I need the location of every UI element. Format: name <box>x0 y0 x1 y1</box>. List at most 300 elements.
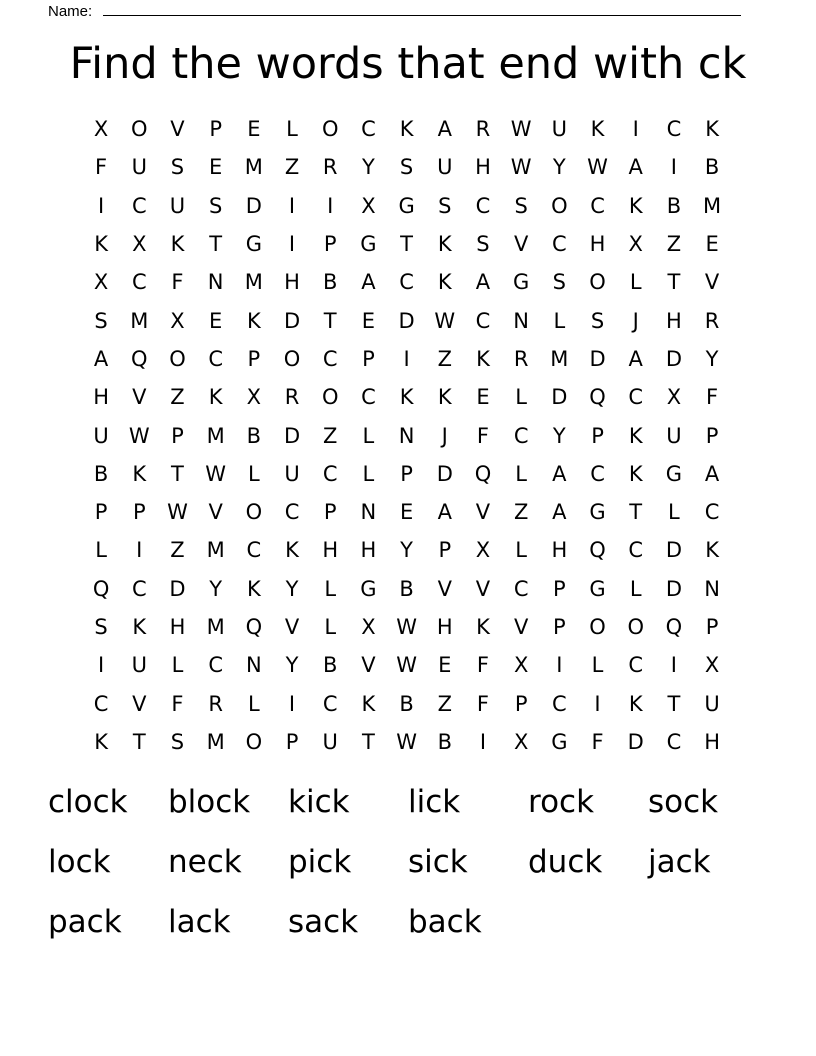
grid-letter[interactable]: I <box>97 193 105 218</box>
grid-letter[interactable]: Q <box>589 538 606 563</box>
grid-letter[interactable]: L <box>324 615 337 639</box>
grid-letter[interactable]: C <box>208 346 223 371</box>
grid-letter[interactable]: E <box>399 500 414 525</box>
grid-letter[interactable]: Y <box>361 155 375 180</box>
grid-letter[interactable]: K <box>437 385 452 410</box>
grid-letter[interactable]: I <box>136 538 143 563</box>
word-bank-item: pack <box>48 904 122 940</box>
grid-letter[interactable]: O <box>589 270 606 295</box>
grid-letter[interactable]: W <box>510 155 532 180</box>
grid-letter[interactable]: A <box>437 500 452 525</box>
grid-letter[interactable]: D <box>169 576 186 601</box>
grid-letter[interactable]: O <box>321 117 339 142</box>
grid-letter[interactable]: Z <box>513 500 529 525</box>
grid-letter[interactable]: A <box>437 117 452 142</box>
grid-letter[interactable]: V <box>513 615 529 639</box>
grid-letter[interactable]: U <box>704 691 720 716</box>
grid-letter[interactable]: B <box>399 576 414 601</box>
grid-letter[interactable]: K <box>361 691 376 716</box>
grid-letter[interactable]: Z <box>323 423 338 448</box>
grid-letter[interactable]: V <box>704 270 720 295</box>
grid-letter[interactable]: K <box>628 193 643 218</box>
grid-letter[interactable]: A <box>552 461 567 486</box>
grid-letter[interactable]: L <box>95 538 107 563</box>
grid-letter[interactable]: Z <box>170 538 185 563</box>
grid-letter[interactable]: F <box>95 155 108 180</box>
grid-letter[interactable]: M <box>206 729 225 754</box>
grid-letter[interactable]: Z <box>170 385 185 410</box>
grid-letter[interactable]: P <box>285 729 299 754</box>
grid-letter[interactable]: L <box>515 461 527 486</box>
grid-letter[interactable]: C <box>246 538 262 563</box>
grid-letter[interactable]: A <box>93 346 109 371</box>
grid-letter[interactable]: R <box>284 385 300 410</box>
grid-letter[interactable]: T <box>667 270 681 295</box>
grid-letter[interactable]: F <box>476 423 490 448</box>
grid-letter[interactable]: K <box>246 308 261 333</box>
grid-letter[interactable]: D <box>627 729 644 754</box>
grid-letter[interactable]: Z <box>437 691 452 716</box>
grid-letter[interactable]: C <box>513 576 529 601</box>
grid-letter[interactable]: D <box>665 346 682 371</box>
grid-letter[interactable]: C <box>322 346 338 371</box>
grid-letter[interactable]: O <box>627 615 644 639</box>
grid-letter[interactable]: B <box>323 653 338 678</box>
word-bank-item: lick <box>408 784 461 820</box>
grid-letter[interactable]: D <box>283 308 301 333</box>
grid-letter[interactable]: H <box>360 538 377 563</box>
grid-letter[interactable]: T <box>323 308 337 333</box>
grid-letter[interactable]: Y <box>705 346 719 371</box>
grid-letter[interactable]: Q <box>245 615 263 639</box>
grid-letter[interactable]: C <box>590 461 605 486</box>
grid-letter[interactable]: B <box>704 155 720 180</box>
grid-letter[interactable]: I <box>670 653 677 678</box>
grid-letter[interactable]: G <box>551 729 568 754</box>
grid-letter[interactable]: E <box>209 155 223 180</box>
grid-letter[interactable]: I <box>479 729 487 754</box>
grid-letter[interactable]: F <box>476 653 490 678</box>
grid-letter[interactable]: B <box>666 193 682 218</box>
grid-letter[interactable]: Y <box>400 538 413 563</box>
grid-letter[interactable]: K <box>399 385 414 410</box>
grid-letter[interactable]: C <box>399 270 414 295</box>
grid-letter[interactable]: B <box>399 691 414 716</box>
grid-letter[interactable]: V <box>132 385 147 410</box>
grid-letter[interactable]: C <box>208 653 223 678</box>
grid-letter[interactable]: Q <box>589 385 606 410</box>
grid-letter[interactable]: V <box>513 232 529 257</box>
grid-letter[interactable]: Y <box>209 576 223 601</box>
grid-letter[interactable]: S <box>552 270 567 295</box>
grid-letter[interactable]: K <box>590 117 605 142</box>
grid-letter[interactable]: L <box>629 270 642 295</box>
word-bank-item: duck <box>528 844 603 880</box>
grid-letter[interactable]: V <box>475 500 491 525</box>
grid-letter[interactable]: L <box>362 423 375 448</box>
grid-letter[interactable]: C <box>552 232 567 257</box>
grid-letter[interactable]: G <box>513 270 530 295</box>
grid-letter[interactable]: U <box>322 729 338 754</box>
grid-letter[interactable]: P <box>209 117 222 142</box>
grid-letter[interactable]: S <box>438 193 452 218</box>
grid-letter[interactable]: D <box>551 385 568 410</box>
grid-letter[interactable]: C <box>666 117 682 142</box>
grid-letter[interactable]: I <box>556 653 563 678</box>
grid-letter[interactable]: H <box>436 615 453 639</box>
grid-letter[interactable]: T <box>132 729 146 754</box>
grid-letter[interactable]: L <box>247 691 260 716</box>
grid-letter[interactable]: K <box>132 615 147 639</box>
grid-letter[interactable]: X <box>513 729 529 754</box>
grid-letter[interactable]: L <box>553 308 566 333</box>
word-bank-item: pick <box>288 844 352 880</box>
grid-letter[interactable]: C <box>361 117 376 142</box>
grid-letter[interactable]: I <box>594 691 601 716</box>
grid-letter[interactable]: F <box>171 270 184 295</box>
grid-letter[interactable]: K <box>628 691 643 716</box>
grid-letter[interactable]: G <box>360 232 377 257</box>
grid-letter[interactable]: O <box>169 346 186 371</box>
grid-letter[interactable]: D <box>398 308 415 333</box>
grid-letter[interactable]: W <box>167 500 188 525</box>
grid-letter[interactable]: E <box>209 308 223 333</box>
grid-letter[interactable]: V <box>361 653 376 678</box>
grid-letter[interactable]: L <box>247 461 260 486</box>
grid-letter[interactable]: A <box>628 155 643 180</box>
grid-letter[interactable]: S <box>399 155 414 180</box>
grid-letter[interactable]: M <box>130 308 149 333</box>
grid-letter[interactable]: U <box>437 155 453 180</box>
grid-letter[interactable]: E <box>476 385 490 410</box>
grid-letter[interactable]: Q <box>474 461 492 486</box>
grid-letter[interactable]: K <box>628 461 643 486</box>
grid-letter[interactable]: N <box>398 423 415 448</box>
grid-letter[interactable]: U <box>169 193 186 218</box>
grid-letter[interactable]: I <box>403 346 410 371</box>
grid-letter[interactable]: M <box>550 346 569 371</box>
grid-letter[interactable]: O <box>283 346 301 371</box>
grid-letter[interactable]: K <box>437 270 452 295</box>
grid-letter[interactable]: K <box>399 117 414 142</box>
grid-letter[interactable]: U <box>131 653 147 678</box>
grid-letter[interactable]: R <box>475 117 491 142</box>
grid-letter[interactable]: R <box>208 691 223 716</box>
grid-letter[interactable]: M <box>244 270 263 295</box>
grid-letter[interactable]: C <box>628 653 644 678</box>
grid-letter[interactable]: X <box>704 653 720 678</box>
grid-letter[interactable]: E <box>247 117 261 142</box>
grid-letter[interactable]: I <box>288 193 296 218</box>
grid-letter[interactable]: I <box>632 117 639 142</box>
grid-letter[interactable]: E <box>361 308 376 333</box>
grid-letter[interactable]: T <box>171 461 184 486</box>
grid-letter[interactable]: X <box>93 117 109 142</box>
grid-letter[interactable]: C <box>361 385 376 410</box>
grid-letter[interactable]: H <box>169 615 186 639</box>
grid-letter[interactable]: Y <box>285 653 299 678</box>
grid-letter[interactable]: D <box>283 423 301 448</box>
grid-letter[interactable]: H <box>322 538 339 563</box>
grid-letter[interactable]: C <box>628 538 644 563</box>
grid-letter[interactable]: S <box>170 729 185 754</box>
grid-letter[interactable]: S <box>170 155 185 180</box>
grid-letter[interactable]: V <box>208 500 223 525</box>
grid-letter[interactable]: C <box>284 500 300 525</box>
grid-letter[interactable]: X <box>475 538 491 563</box>
grid-letter[interactable]: N <box>513 308 530 333</box>
grid-letter[interactable]: F <box>476 691 490 716</box>
grid-letter[interactable]: K <box>628 423 643 448</box>
grid-letter[interactable]: K <box>476 615 490 639</box>
grid-letter[interactable]: H <box>284 270 300 295</box>
grid-letter[interactable]: K <box>285 538 299 563</box>
grid-letter[interactable]: O <box>589 615 606 639</box>
grid-letter[interactable]: F <box>171 691 184 716</box>
grid-letter[interactable]: D <box>665 538 682 563</box>
grid-letter[interactable]: F <box>591 729 604 754</box>
grid-letter[interactable]: I <box>670 155 677 180</box>
grid-letter[interactable]: P <box>705 423 719 448</box>
grid-letter[interactable]: X <box>361 193 376 218</box>
grid-letter[interactable]: Q <box>665 615 683 639</box>
word-bank <box>48 776 768 956</box>
grid-letter[interactable]: H <box>666 308 682 333</box>
grid-letter[interactable]: K <box>437 232 452 257</box>
grid-letter[interactable]: I <box>97 653 105 678</box>
grid-letter[interactable]: X <box>361 615 376 639</box>
grid-letter[interactable]: X <box>246 385 262 410</box>
grid-letter[interactable]: P <box>247 346 261 371</box>
word-bank-item: rock <box>528 784 595 820</box>
grid-letter[interactable]: R <box>513 346 529 371</box>
grid-letter[interactable]: C <box>322 691 338 716</box>
grid-letter[interactable]: K <box>705 117 719 142</box>
grid-letter[interactable]: O <box>245 729 263 754</box>
grid-letter[interactable]: G <box>360 576 377 601</box>
grid-letter[interactable]: V <box>170 117 185 142</box>
grid-letter[interactable]: M <box>206 615 225 639</box>
grid-letter[interactable]: P <box>591 423 604 448</box>
grid-letter[interactable]: C <box>93 691 109 716</box>
grid-letter[interactable]: D <box>589 346 606 371</box>
grid-letter[interactable]: K <box>246 576 261 601</box>
grid-letter[interactable]: C <box>590 193 605 218</box>
grid-letter[interactable]: D <box>665 576 682 601</box>
grid-letter[interactable]: L <box>629 576 642 601</box>
grid-letter[interactable]: W <box>128 423 150 448</box>
grid-letter[interactable]: T <box>209 232 223 257</box>
grid-letter[interactable]: C <box>513 423 529 448</box>
grid-letter[interactable]: L <box>515 538 527 563</box>
grid-letter[interactable]: T <box>400 232 413 257</box>
grid-letter[interactable]: E <box>438 653 452 678</box>
grid-letter[interactable]: A <box>552 500 567 525</box>
grid-letter[interactable]: C <box>704 500 720 525</box>
grid-letter[interactable]: U <box>284 461 300 486</box>
grid-letter[interactable]: P <box>323 500 337 525</box>
grid-letter[interactable]: O <box>131 117 148 142</box>
grid-letter[interactable]: T <box>629 500 643 525</box>
grid-letter[interactable]: N <box>704 576 720 601</box>
grid-letter[interactable]: D <box>436 461 453 486</box>
grid-letter[interactable]: P <box>400 461 413 486</box>
grid-letter[interactable]: L <box>362 461 375 486</box>
grid-letter[interactable]: L <box>515 385 527 410</box>
grid-letter[interactable]: R <box>322 155 338 180</box>
grid-letter[interactable]: A <box>361 270 376 295</box>
grid-letter[interactable]: U <box>551 117 568 142</box>
grid-letter[interactable]: T <box>667 691 681 716</box>
grid-letter[interactable]: X <box>666 385 682 410</box>
grid-letter[interactable]: O <box>551 193 568 218</box>
grid-letter[interactable]: M <box>703 193 722 218</box>
grid-letter[interactable]: Z <box>666 232 682 257</box>
grid-letter[interactable]: G <box>398 193 415 218</box>
grid-letter[interactable]: W <box>396 653 417 678</box>
grid-letter[interactable]: T <box>361 729 375 754</box>
grid-letter[interactable]: A <box>628 346 643 371</box>
grid-letter[interactable]: U <box>93 423 109 448</box>
grid-letter[interactable]: M <box>244 155 263 180</box>
grid-letter[interactable]: R <box>704 308 720 333</box>
grid-letter[interactable]: P <box>438 538 452 563</box>
grid-letter[interactable]: S <box>94 308 108 333</box>
grid-letter[interactable]: Z <box>437 346 452 371</box>
grid-letter[interactable]: W <box>434 308 456 333</box>
grid-letter[interactable]: P <box>132 500 146 525</box>
grid-letter[interactable]: W <box>510 117 532 142</box>
grid-letter[interactable]: D <box>245 193 262 218</box>
grid-letter[interactable]: Y <box>285 576 299 601</box>
grid-letter[interactable]: Q <box>131 346 148 371</box>
grid-letter[interactable]: O <box>245 500 263 525</box>
grid-letter[interactable]: E <box>705 232 719 257</box>
grid-letter[interactable]: L <box>171 653 184 678</box>
word-search-grid <box>82 110 732 761</box>
word-bank-item: block <box>168 784 251 820</box>
grid-letter[interactable]: K <box>170 232 185 257</box>
grid-letter[interactable]: K <box>705 538 719 563</box>
grid-letter[interactable]: C <box>628 385 644 410</box>
grid-letter[interactable]: W <box>587 155 608 180</box>
grid-letter[interactable]: C <box>131 193 147 218</box>
grid-letter[interactable]: G <box>245 232 262 257</box>
grid-letter[interactable]: B <box>246 423 262 448</box>
name-field-line[interactable] <box>103 15 741 16</box>
grid-letter[interactable]: U <box>131 155 147 180</box>
grid-letter[interactable]: C <box>322 461 338 486</box>
grid-letter[interactable]: S <box>514 193 528 218</box>
grid-letter[interactable]: U <box>666 423 682 448</box>
grid-letter[interactable]: S <box>208 193 223 218</box>
grid-letter[interactable]: H <box>475 155 491 180</box>
grid-letter[interactable]: S <box>94 615 108 639</box>
grid-letter[interactable]: G <box>589 576 606 601</box>
grid-letter[interactable]: J <box>441 423 448 448</box>
grid-letter[interactable]: W <box>396 615 417 639</box>
grid-letter[interactable]: K <box>476 346 490 371</box>
grid-letter[interactable]: L <box>324 576 337 601</box>
grid-letter[interactable]: H <box>551 538 568 563</box>
grid-letter[interactable]: X <box>93 270 109 295</box>
grid-letter[interactable]: X <box>170 308 185 333</box>
grid-letter[interactable]: X <box>513 653 529 678</box>
word-bank-item: sick <box>408 844 468 880</box>
grid-letter[interactable]: L <box>668 500 680 525</box>
grid-letter[interactable]: C <box>666 729 682 754</box>
grid-letter[interactable]: I <box>327 193 334 218</box>
grid-letter[interactable]: K <box>208 385 223 410</box>
name-label: Name: <box>48 3 93 20</box>
grid-letter[interactable]: N <box>207 270 224 295</box>
grid-letter[interactable]: M <box>206 423 225 448</box>
grid-letter[interactable]: B <box>93 461 109 486</box>
grid-letter[interactable]: H <box>704 729 720 754</box>
grid-letter[interactable]: C <box>131 270 147 295</box>
grid-letter[interactable]: B <box>437 729 452 754</box>
grid-letter[interactable]: P <box>553 615 566 639</box>
grid-letter[interactable]: V <box>284 615 300 639</box>
grid-letter[interactable]: Y <box>552 423 566 448</box>
grid-letter[interactable]: L <box>591 653 604 678</box>
grid-letter[interactable]: V <box>132 691 147 716</box>
grid-letter[interactable]: C <box>131 576 147 601</box>
grid-letter[interactable]: W <box>396 729 417 754</box>
grid-letter[interactable]: K <box>94 232 108 257</box>
grid-letter[interactable]: Q <box>92 576 110 601</box>
grid-letter[interactable]: J <box>632 308 639 333</box>
grid-letter[interactable]: Y <box>552 155 566 180</box>
grid-letter[interactable]: S <box>476 232 490 257</box>
grid-letter[interactable]: X <box>628 232 643 257</box>
grid-letter[interactable]: O <box>321 385 339 410</box>
grid-letter[interactable]: Z <box>284 155 300 180</box>
grid-letter[interactable]: B <box>323 270 338 295</box>
grid-letter[interactable]: V <box>437 576 452 601</box>
grid-letter[interactable]: F <box>706 385 719 410</box>
grid-letter[interactable]: V <box>475 576 491 601</box>
grid-letter[interactable]: K <box>132 461 147 486</box>
grid-letter[interactable]: P <box>362 346 375 371</box>
grid-letter[interactable]: N <box>360 500 377 525</box>
grid-letter[interactable]: C <box>552 691 567 716</box>
grid-letter[interactable]: P <box>705 615 719 639</box>
grid-letter[interactable]: M <box>206 538 225 563</box>
grid-letter[interactable]: P <box>171 423 184 448</box>
grid-letter[interactable]: K <box>94 729 108 754</box>
grid-letter[interactable]: A <box>475 270 491 295</box>
grid-letter[interactable]: W <box>205 461 227 486</box>
grid-letter[interactable]: I <box>288 232 296 257</box>
grid-letter[interactable]: I <box>288 691 296 716</box>
grid-letter[interactable]: P <box>514 691 528 716</box>
grid-letter[interactable]: G <box>665 461 683 486</box>
grid-letter[interactable]: L <box>286 117 298 142</box>
grid-letter[interactable]: S <box>590 308 605 333</box>
grid-letter[interactable]: X <box>132 232 147 257</box>
grid-letter[interactable]: P <box>323 232 337 257</box>
grid-letter[interactable]: H <box>589 232 606 257</box>
grid-letter[interactable]: A <box>704 461 720 486</box>
grid-letter[interactable]: C <box>475 308 491 333</box>
grid-letter[interactable]: H <box>93 385 109 410</box>
grid-letter[interactable]: N <box>245 653 262 678</box>
grid-letter[interactable]: C <box>475 193 491 218</box>
grid-letter[interactable]: G <box>589 500 606 525</box>
grid-letter[interactable]: P <box>553 576 566 601</box>
grid-letter[interactable]: P <box>94 500 108 525</box>
